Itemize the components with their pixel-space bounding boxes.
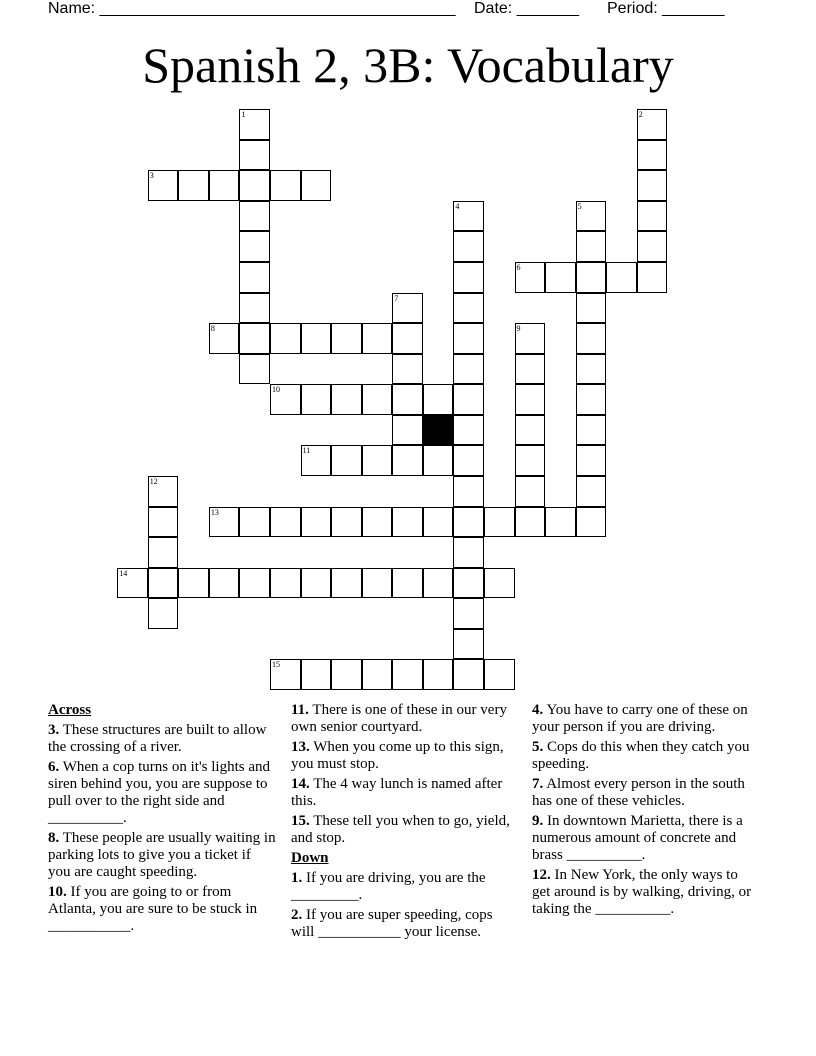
grid-cell[interactable] <box>637 231 668 262</box>
grid-cell[interactable] <box>453 598 484 629</box>
clue-number: 3. <box>48 722 60 738</box>
grid-cell[interactable] <box>239 170 270 201</box>
period-field-label: Period: _______ <box>607 0 725 17</box>
date-field-label: Date: _______ <box>474 0 579 17</box>
grid-cell[interactable] <box>637 140 668 171</box>
clue-number: 11. <box>291 702 309 718</box>
grid-cell[interactable] <box>301 659 332 690</box>
grid-cell[interactable] <box>209 568 240 599</box>
grid-cell[interactable] <box>270 659 301 690</box>
clue-number: 13. <box>291 739 310 755</box>
grid-cell[interactable] <box>515 323 546 354</box>
grid-cell[interactable] <box>148 170 179 201</box>
clue-text: Cops do this when they catch you speeding. <box>532 739 750 772</box>
grid-cell[interactable] <box>362 323 393 354</box>
grid-cell[interactable] <box>239 231 270 262</box>
grid-cell[interactable] <box>637 201 668 232</box>
grid-cell[interactable] <box>392 384 423 415</box>
grid-cell[interactable] <box>239 140 270 171</box>
clue-number: 6 <box>516 263 521 273</box>
black-cell <box>423 415 454 446</box>
down-heading: Down <box>291 850 329 866</box>
grid-cell[interactable] <box>301 170 332 201</box>
page-title: Spanish 2, 3B: Vocabulary <box>142 37 674 93</box>
grid-cell[interactable] <box>453 293 484 324</box>
grid-cell[interactable] <box>239 354 270 385</box>
grid-cell[interactable] <box>392 507 423 538</box>
grid-cell[interactable] <box>270 384 301 415</box>
grid-cell[interactable] <box>515 476 546 507</box>
down-clue <box>532 867 757 918</box>
grid-cell[interactable] <box>270 507 301 538</box>
across-clue <box>291 813 519 847</box>
clue-text: These structures are built to allow the crossing of a river. <box>48 722 267 755</box>
grid-cell[interactable] <box>515 415 546 446</box>
grid-cell[interactable] <box>576 354 607 385</box>
grid-cell[interactable] <box>178 170 209 201</box>
grid-cell[interactable] <box>515 384 546 415</box>
clue-number: 1 <box>241 110 246 120</box>
grid-cell[interactable] <box>545 262 576 293</box>
grid-cell[interactable] <box>392 323 423 354</box>
grid-cell[interactable] <box>239 201 270 232</box>
down-clue <box>291 907 519 941</box>
clue-number: 4 <box>455 201 460 211</box>
grid-cell[interactable] <box>331 323 362 354</box>
clue-number: 11 <box>302 446 311 456</box>
clue-text: The 4 way lunch is named after this. <box>291 776 503 809</box>
clue-text: If you are driving, you are the _________. <box>291 870 486 903</box>
name-field-label: Name: ________________________________________ <box>48 0 456 17</box>
grid-cell[interactable] <box>362 384 393 415</box>
grid-cell[interactable] <box>576 476 607 507</box>
down-clue <box>291 870 519 904</box>
grid-cell[interactable] <box>148 507 179 538</box>
clue-number: 12 <box>149 476 158 486</box>
grid-cell[interactable] <box>576 201 607 232</box>
down-clue <box>532 702 757 736</box>
grid-cell[interactable] <box>270 568 301 599</box>
grid-cell[interactable] <box>301 507 332 538</box>
across-heading: Across <box>48 702 92 718</box>
grid-cell[interactable] <box>453 476 484 507</box>
grid-cell[interactable] <box>453 384 484 415</box>
clue-number: 12. <box>532 867 551 883</box>
grid-cell[interactable] <box>484 507 515 538</box>
grid-cell[interactable] <box>392 354 423 385</box>
grid-cell[interactable] <box>606 262 637 293</box>
clue-text: If you are super speeding, cops will ___________ your license. <box>291 907 493 940</box>
clue-number: 6. <box>48 759 60 775</box>
grid-cell[interactable] <box>209 323 240 354</box>
grid-cell[interactable] <box>515 262 546 293</box>
grid-cell[interactable] <box>331 659 362 690</box>
grid-cell[interactable] <box>453 323 484 354</box>
clue-number: 5 <box>577 201 582 211</box>
clue-text: You have to carry one of these on your person if you are driving. <box>532 702 748 735</box>
clue-number: 15. <box>291 813 310 829</box>
grid-cell[interactable] <box>453 201 484 232</box>
clue-number: 1. <box>291 870 303 886</box>
grid-cell[interactable] <box>576 445 607 476</box>
clue-text: In downtown Marietta, there is a numerous amount of concrete and brass __________. <box>532 813 743 863</box>
grid-cell[interactable] <box>453 354 484 385</box>
grid-cell[interactable] <box>331 507 362 538</box>
grid-cell[interactable] <box>576 293 607 324</box>
grid-cell[interactable] <box>331 568 362 599</box>
grid-cell[interactable] <box>239 293 270 324</box>
clue-number: 5. <box>532 739 544 755</box>
grid-cell[interactable] <box>423 384 454 415</box>
clue-text: These tell you when to go, yield, and stop. <box>291 813 510 846</box>
grid-cell[interactable] <box>392 659 423 690</box>
grid-cell[interactable] <box>453 537 484 568</box>
clues-column-2 <box>291 702 519 944</box>
grid-cell[interactable] <box>453 629 484 660</box>
grid-cell[interactable] <box>484 568 515 599</box>
grid-cell[interactable] <box>576 323 607 354</box>
clue-number: 7 <box>394 293 399 303</box>
grid-cell[interactable] <box>392 293 423 324</box>
grid-cell[interactable] <box>423 507 454 538</box>
clue-text: When a cop turns on it's lights and siren behind you, you are suppose to pull over to the right side and __________. <box>48 759 270 826</box>
clue-number: 2. <box>291 907 303 923</box>
grid-cell[interactable] <box>239 323 270 354</box>
grid-cell[interactable] <box>453 415 484 446</box>
grid-cell[interactable] <box>637 262 668 293</box>
grid-cell[interactable] <box>301 384 332 415</box>
grid-cell[interactable] <box>453 445 484 476</box>
grid-cell[interactable] <box>178 568 209 599</box>
grid-cell[interactable] <box>453 659 484 690</box>
down-clue <box>532 739 757 773</box>
grid-cell[interactable] <box>453 507 484 538</box>
grid-cell[interactable] <box>209 170 240 201</box>
grid-cell[interactable] <box>453 231 484 262</box>
clue-number: 10 <box>272 385 281 395</box>
clue-number: 4. <box>532 702 544 718</box>
clue-number: 10. <box>48 884 67 900</box>
grid-cell[interactable] <box>423 568 454 599</box>
clue-text: These people are usually waiting in parking lots to give you a ticket if you are caught speeding. <box>48 830 276 880</box>
across-clue <box>291 776 519 810</box>
grid-cell[interactable] <box>453 262 484 293</box>
grid-cell[interactable] <box>362 568 393 599</box>
grid-cell[interactable] <box>148 598 179 629</box>
clue-number: 14 <box>119 568 128 578</box>
grid-cell[interactable] <box>515 507 546 538</box>
grid-cell[interactable] <box>515 354 546 385</box>
grid-cell[interactable] <box>392 445 423 476</box>
grid-cell[interactable] <box>148 568 179 599</box>
clue-text: Almost every person in the south has one of these vehicles. <box>532 776 745 809</box>
clue-number: 2 <box>638 110 643 120</box>
grid-cell[interactable] <box>576 231 607 262</box>
clue-text: If you are going to or from Atlanta, you are sure to be stuck in ___________. <box>48 884 258 934</box>
grid-cell[interactable] <box>453 568 484 599</box>
clue-number: 9 <box>516 324 521 334</box>
down-clue <box>532 813 757 864</box>
grid-cell[interactable] <box>392 568 423 599</box>
clues-column-1 <box>48 702 276 938</box>
across-clue <box>48 722 276 756</box>
down-clue <box>532 776 757 810</box>
grid-cell[interactable] <box>484 659 515 690</box>
grid-cell[interactable] <box>637 170 668 201</box>
grid-cell[interactable] <box>148 537 179 568</box>
clues-column-3 <box>532 702 757 921</box>
across-clue <box>291 702 519 736</box>
clue-number: 9. <box>532 813 544 829</box>
grid-cell[interactable] <box>239 568 270 599</box>
clue-text: There is one of these in our very own senior courtyard. <box>291 702 507 735</box>
grid-cell[interactable] <box>423 445 454 476</box>
grid-cell[interactable] <box>392 415 423 446</box>
grid-cell[interactable] <box>117 568 148 599</box>
grid-cell[interactable] <box>301 445 332 476</box>
grid-cell[interactable] <box>148 476 179 507</box>
clue-number: 8. <box>48 830 60 846</box>
grid-cell[interactable] <box>362 445 393 476</box>
grid-cell[interactable] <box>331 445 362 476</box>
grid-cell[interactable] <box>545 507 576 538</box>
grid-cell[interactable] <box>301 568 332 599</box>
grid-cell[interactable] <box>209 507 240 538</box>
grid-cell[interactable] <box>270 323 301 354</box>
grid-cell[interactable] <box>576 415 607 446</box>
grid-cell[interactable] <box>515 445 546 476</box>
clue-number: 15 <box>272 660 281 670</box>
grid-cell[interactable] <box>423 659 454 690</box>
clue-text: When you come up to this sign, you must stop. <box>291 739 504 772</box>
grid-cell[interactable] <box>239 109 270 140</box>
clue-number: 3 <box>149 171 154 181</box>
across-clue <box>48 830 276 881</box>
grid-cell[interactable] <box>301 323 332 354</box>
grid-cell[interactable] <box>362 659 393 690</box>
clue-number: 13 <box>210 507 219 517</box>
clue-text: In New York, the only ways to get around is by walking, driving, or taking the __________. <box>532 867 752 917</box>
grid-cell[interactable] <box>576 262 607 293</box>
grid-cell[interactable] <box>362 507 393 538</box>
grid-cell[interactable] <box>239 507 270 538</box>
grid-cell[interactable] <box>576 507 607 538</box>
across-clue <box>291 739 519 773</box>
grid-cell[interactable] <box>637 109 668 140</box>
grid-cell[interactable] <box>239 262 270 293</box>
clue-number: 14. <box>291 776 310 792</box>
clue-number: 8 <box>210 324 215 334</box>
grid-cell[interactable] <box>270 170 301 201</box>
grid-cell[interactable] <box>331 384 362 415</box>
across-clue <box>48 759 276 827</box>
across-clue <box>48 884 276 935</box>
clue-number: 7. <box>532 776 544 792</box>
grid-cell[interactable] <box>576 384 607 415</box>
